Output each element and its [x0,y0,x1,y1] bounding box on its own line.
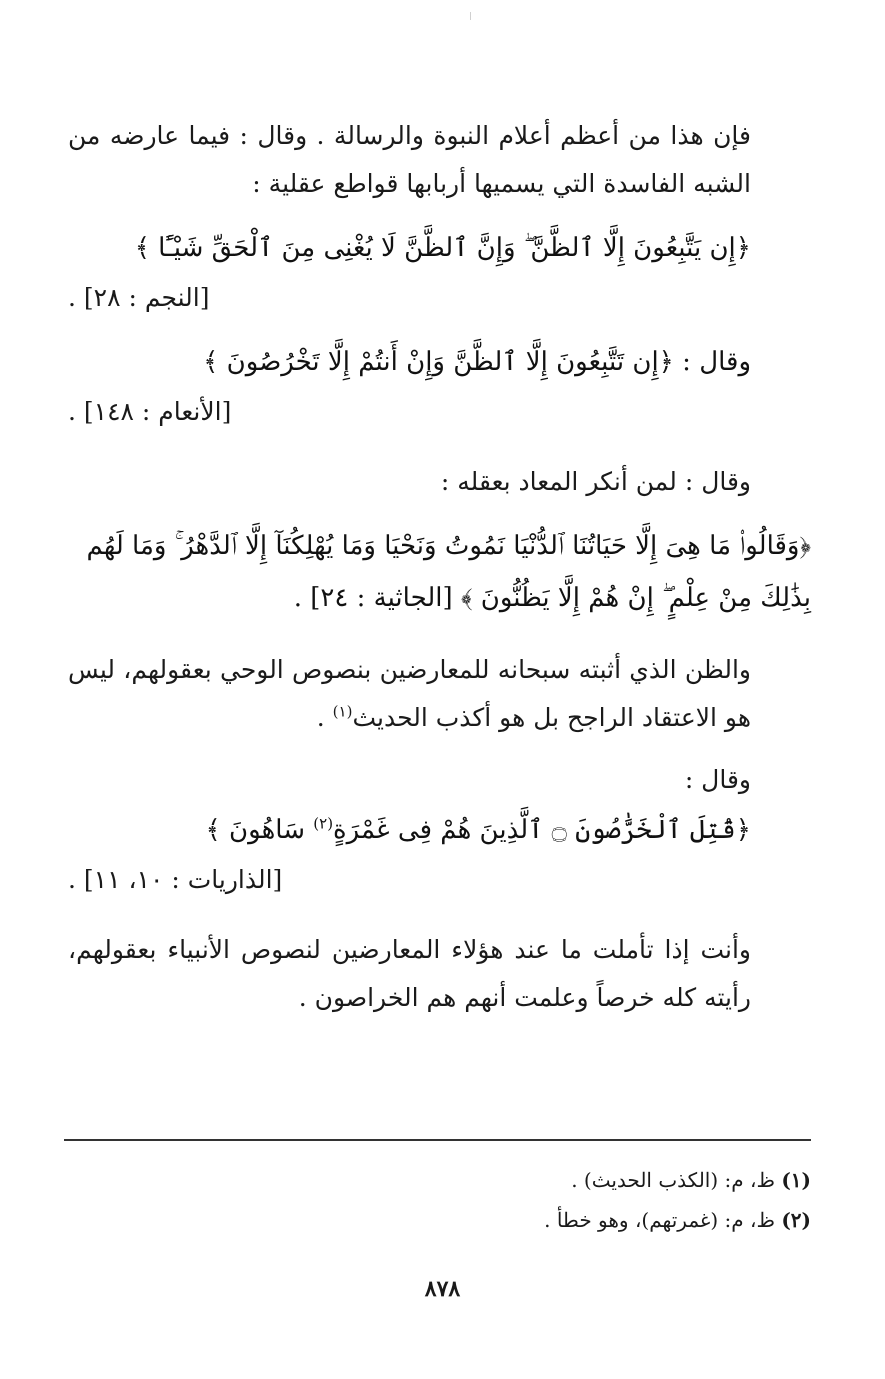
quran-verse-3 [68,520,811,624]
verse-3-text: ﴿وَقَالُوا۟ مَا هِىَ إِلَّا حَيَاتُنَا ٱلدُّنْيَا نَمُوتُ وَنَحْيَا وَمَا يُهْلِكُنَآ إِلَّا ٱلدَّهْرُ ۚ وَمَا لَهُم بِذَٰلِكَ مِنْ عِلْمٍ ۖ إِنْ هُمْ إِلَّا يَظُنُّونَ ﴾ [86,531,811,613]
verse-2-text: ﴿إِن تَتَّبِعُونَ إِلَّا ٱلظَّنَّ وَإِنْ أَنتُمْ إِلَّا تَخْرُصُونَ ﴾ [203,347,674,377]
paragraph-3: والظن الذي أثبته سبحانه للمعارضين بنصوص الوحي بعقولهم، ليس هو الاعتقاد الراجح بل هو أكذب الحديث$^{(١)}$ . [68,655,751,732]
page-number: ٨٧٨ [424,1276,461,1302]
footnote-1: (١) ظ، م: (الكذب الحديث) . [571,1168,811,1192]
footnote-marker-1: (١) [332,702,353,721]
footnote-divider [64,1139,811,1141]
quran-verse-1: ﴿إِن يَتَّبِعُونَ إِلَّا ٱلظَّنَّ ۖ وَإِنَّ ٱلظَّنَّ لَا يُغْنِى مِنَ ٱلْحَقِّ شَيْـًٔا ﴾ [134,233,751,263]
paragraph-2: وقال : لمن أنكر المعاد بعقله : [440,467,751,496]
paragraph-5: وأنت إذا تأملت ما عند هؤلاء المعارضين لنصوص الأنبياء بعقولهم، رأيته كله خرصاً وعلمت أنهم هم الخراصون . [68,935,751,1012]
verse-reference-1: [النجم : ٢٨] . [68,283,210,312]
paragraph-1: فإن هذا من أعظم أعلام النبوة والرسالة . وقال : فيما عارضه من الشبه الفاسدة التي يسميها أربابها قواطع عقلية : [68,121,751,198]
quran-verse-2 [68,336,811,388]
verse-reference-2: [الأنعام : ١٤٨] . [68,397,232,426]
verse-2-intro: وقال : [682,347,751,377]
main-text [68,112,811,1022]
footnote-marker-2: (٢) [313,814,334,833]
top-crop-mark [470,12,471,20]
verse-reference-3: [الجاثية : ٢٤] . [293,583,453,613]
paragraph-4: وقال : [684,765,751,794]
quran-verse-4: ﴿قُتِلَ ٱلْخَرَّٰصُونَ ۝ ٱلَّذِينَ هُمْ فِى غَمْرَةٍ$^{(٢)}$ سَاهُونَ ﴾ [205,814,751,845]
verse-reference-4: [الذاريات : ١٠، ١١] . [68,865,283,894]
footnotes [68,1160,811,1240]
footnote-2: (٢) ظ، م: (غمرتهم)، وهو خطأ . [544,1208,811,1232]
